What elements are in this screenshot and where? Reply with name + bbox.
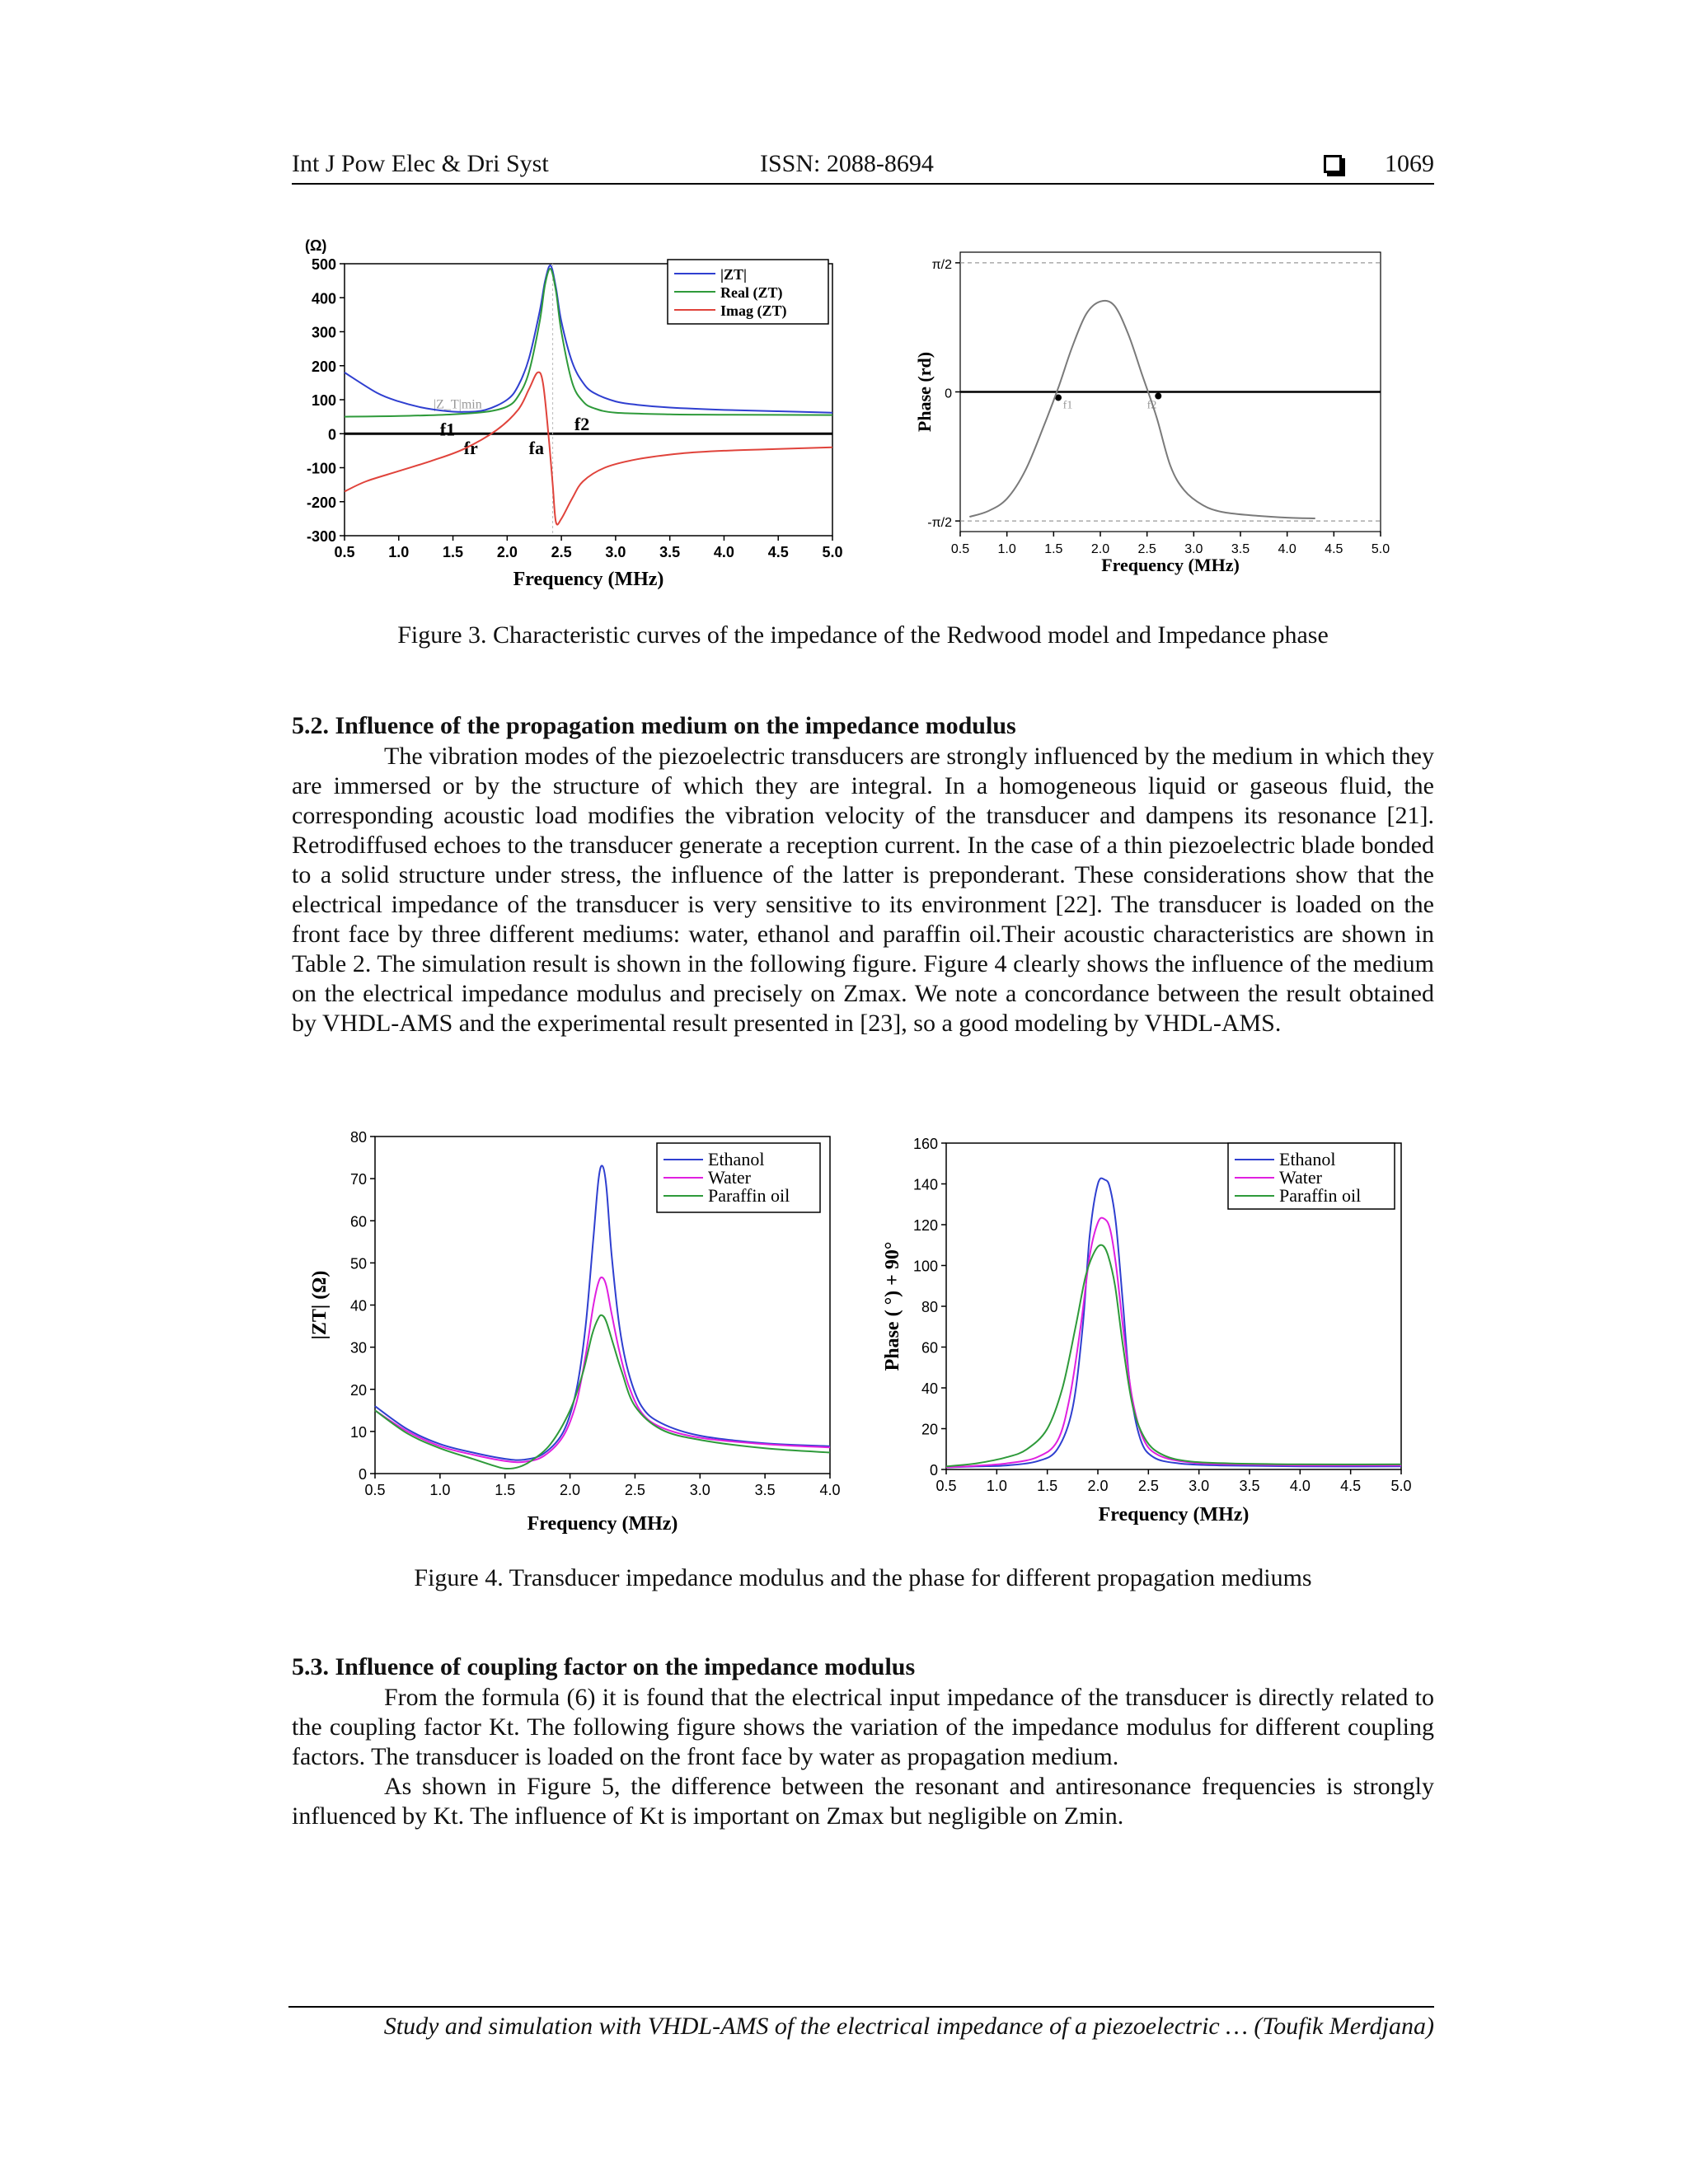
series-line-water xyxy=(946,1218,1401,1468)
y-tick-label: -π/2 xyxy=(927,516,952,531)
page-header xyxy=(292,147,1434,185)
x-tick-label: 2.5 xyxy=(551,544,572,560)
legend-label: Paraffin oil xyxy=(1279,1185,1362,1206)
y-axis-label: Phase (rd) xyxy=(914,351,935,433)
figure3-caption: Figure 3. Characteristic curves of the impedance of the Redwood model and Impedance phase xyxy=(397,621,1329,649)
x-tick-label: 0.5 xyxy=(950,542,970,556)
x-tick-label: 4.5 xyxy=(1325,542,1343,556)
y-tick-label: 70 xyxy=(349,1171,367,1188)
y-axis-label: (Ω) xyxy=(305,237,327,254)
page-number: 1069 xyxy=(1385,150,1434,177)
x-tick-label: 1.5 xyxy=(1044,542,1063,556)
footer-text: Study and simulation with VHDL-AMS of the electrical impedance of a piezoelectric … (Toufik Merdjana) xyxy=(383,2013,1434,2040)
y-axis-label: |ZT| (Ω) xyxy=(309,1270,331,1340)
x-tick-label: 1.0 xyxy=(986,1478,1007,1494)
series-line-ethanol xyxy=(946,1179,1401,1468)
x-tick-label: 4.0 xyxy=(819,1482,841,1498)
y-tick-label: 400 xyxy=(311,290,336,307)
x-tick-label: 3.5 xyxy=(754,1482,776,1498)
x-tick-label: 3.0 xyxy=(605,544,626,560)
legend-label: Water xyxy=(1279,1167,1322,1188)
y-tick-label: 0 xyxy=(929,1462,938,1479)
f2-label: f2 xyxy=(574,414,590,435)
series-line-water xyxy=(375,1277,830,1462)
legend-label: Real (ZT) xyxy=(720,284,783,301)
x-tick-label: 0.5 xyxy=(364,1482,386,1498)
series-line-paraffin-oil xyxy=(946,1245,1401,1467)
x-tick-label: 2.0 xyxy=(496,544,518,560)
section-5-3-paragraph-1: From the formula (6) it is found that the electrical input impedance of the transducer is directly related to the coupling factor Kt. The following figure shows the variation of the impedance modulus for different coupling factors. The transducer is loaded on the front face by water as propagation medium. xyxy=(292,1684,1434,1770)
x-tick-label: 5.0 xyxy=(1390,1478,1412,1494)
journal-name: Int J Pow Elec & Dri Syst xyxy=(292,150,549,177)
x-axis-label: Frequency (MHz) xyxy=(527,1513,678,1535)
y-tick-label: 60 xyxy=(349,1213,367,1230)
section-5-3-title: 5.3. Influence of coupling factor on the impedance modulus xyxy=(292,1653,916,1680)
x-tick-label: 0.5 xyxy=(334,544,355,560)
fr-label: fr xyxy=(463,438,478,458)
x-tick-label: 2.0 xyxy=(1087,1478,1109,1494)
x-axis-label: Frequency (MHz) xyxy=(1098,1504,1250,1526)
figure3-phase-svg xyxy=(911,239,1405,585)
y-tick-label: 160 xyxy=(912,1136,938,1152)
y-tick-label: π/2 xyxy=(931,257,952,272)
figure4-modulus-svg xyxy=(301,1125,853,1541)
figure4-caption: Figure 4. Transducer impedance modulus and the phase for different propagation mediums xyxy=(414,1564,1312,1591)
y-tick-label: 80 xyxy=(921,1299,938,1315)
x-tick-label: 4.0 xyxy=(1289,1478,1311,1494)
legend-label: Ethanol xyxy=(708,1149,765,1169)
y-tick-label: 50 xyxy=(349,1255,367,1272)
x-tick-label: 2.5 xyxy=(624,1482,645,1498)
x-tick-label: 2.5 xyxy=(1137,542,1156,556)
y-tick-label: 0 xyxy=(327,426,336,443)
x-tick-label: 3.0 xyxy=(1184,542,1203,556)
y-tick-label: 0 xyxy=(358,1466,367,1483)
legend-label: Ethanol xyxy=(1279,1149,1336,1169)
y-axis-label: Phase ( °) + 90° xyxy=(882,1241,903,1371)
y-tick-label: 40 xyxy=(921,1380,938,1397)
y-tick-label: 60 xyxy=(921,1339,938,1357)
x-tick-label: 4.5 xyxy=(1340,1478,1362,1494)
series-line-imag-zt- xyxy=(345,373,832,525)
section-5-3-paragraph-2: As shown in Figure 5, the difference between the resonant and antiresonance frequencies is strongly influenced by Kt. The influence of Kt is important on Zmax but negligible on Zmin. xyxy=(292,1773,1434,1830)
x-tick-label: 3.0 xyxy=(1189,1478,1210,1494)
y-tick-label: 140 xyxy=(912,1176,938,1193)
issn: ISSN: 2088-8694 xyxy=(760,150,934,177)
fa-label: fa xyxy=(528,438,544,458)
f2-label: f2 xyxy=(1146,399,1157,412)
x-tick-label: 4.5 xyxy=(767,544,789,560)
x-tick-label: 1.0 xyxy=(997,542,1016,556)
y-tick-label: -200 xyxy=(306,494,336,511)
y-tick-label: 120 xyxy=(912,1217,938,1234)
section-5-2-title: 5.2. Influence of the propagation medium on the impedance modulus xyxy=(292,712,1016,739)
legend-label: Paraffin oil xyxy=(708,1185,790,1206)
legend-label: Water xyxy=(708,1167,751,1188)
figure3-impedance-svg xyxy=(297,231,841,593)
page-footer xyxy=(288,2006,1434,2041)
square-icon xyxy=(1324,155,1342,173)
x-tick-label: 3.5 xyxy=(1231,542,1250,556)
figure4-phase-svg xyxy=(874,1133,1418,1537)
y-tick-label: 10 xyxy=(349,1423,367,1441)
section-5-2-paragraph: The vibration modes of the piezoelectric transducers are strongly influenced by the medium in which they are immersed or by the structure of which they are integral. In a homogeneous liquid or gaseous fluid, the corresponding acoustic load modifies the vibration velocity of the transducer and dampens its resonance [21]. Retrodiffused echoes to the transducer generate a reception current. In the case of a thin piezoelectric blade bonded to a solid structure under stress, the influence of the latter is preponderant. These considerations show that the electrical impedance of the transducer is very sensitive to its environment [22]. The transducer is loaded on the front face by three different mediums: water, ethanol and paraffin oil.Their acoustic characteristics are shown in Table 2. The simulation result is shown in the following figure. Figure 4 clearly shows the influence of the medium on the electrical impedance modulus and precisely on Zmax. We note a concordance between the result obtained by VHDL-AMS and the experimental result presented in [23], so a good modeling by VHDL-AMS. xyxy=(292,743,1434,1037)
y-tick-label: -300 xyxy=(306,528,336,545)
x-tick-label: 5.0 xyxy=(1371,542,1390,556)
legend-label: Imag (ZT) xyxy=(720,302,787,319)
figure4-phase-chart xyxy=(874,1133,1418,1537)
y-tick-label: 100 xyxy=(912,1258,938,1275)
figure3-impedance-chart xyxy=(297,231,841,593)
x-tick-label: 1.5 xyxy=(1037,1478,1058,1494)
x-tick-label: 3.0 xyxy=(689,1482,710,1498)
x-tick-label: 5.0 xyxy=(822,544,843,560)
x-tick-label: 1.0 xyxy=(429,1482,451,1498)
legend-label: |ZT| xyxy=(720,266,747,283)
x-tick-label: 1.5 xyxy=(495,1482,516,1498)
x-tick-label: 1.5 xyxy=(443,544,464,560)
y-tick-label: 0 xyxy=(945,387,952,401)
y-tick-label: 300 xyxy=(311,324,336,341)
y-tick-label: 30 xyxy=(349,1339,367,1357)
y-tick-label: -100 xyxy=(306,460,336,477)
x-tick-label: 3.5 xyxy=(1239,1478,1260,1494)
x-tick-label: 2.5 xyxy=(1137,1478,1159,1494)
f2-marker xyxy=(1155,392,1161,399)
figure4-modulus-chart xyxy=(301,1125,853,1541)
section-5-2-body xyxy=(292,742,1434,1038)
x-tick-label: 2.0 xyxy=(1090,542,1110,556)
y-tick-label: 100 xyxy=(311,392,336,409)
x-tick-label: 2.0 xyxy=(560,1482,581,1498)
x-tick-label: 4.0 xyxy=(1278,542,1296,556)
f1-label: f1 xyxy=(439,419,456,440)
y-tick-label: 40 xyxy=(349,1297,367,1315)
x-tick-label: 4.0 xyxy=(713,544,734,560)
y-tick-label: 200 xyxy=(311,358,336,375)
zmin-label: |Z_T|min xyxy=(433,397,482,412)
x-tick-label: 0.5 xyxy=(935,1478,957,1494)
f1-label: f1 xyxy=(1062,399,1073,412)
series-line-phase xyxy=(969,301,1315,518)
y-tick-label: 20 xyxy=(349,1381,367,1399)
y-tick-label: 80 xyxy=(349,1129,367,1146)
y-tick-label: 20 xyxy=(921,1421,938,1438)
section-5-3-body xyxy=(292,1683,1434,1831)
x-tick-label: 1.0 xyxy=(388,544,410,560)
x-axis-label: Frequency (MHz) xyxy=(1101,555,1240,575)
figure3-phase-chart xyxy=(911,239,1405,585)
x-tick-label: 3.5 xyxy=(659,544,681,560)
y-tick-label: 500 xyxy=(311,256,336,273)
x-axis-label: Frequency (MHz) xyxy=(513,569,664,590)
